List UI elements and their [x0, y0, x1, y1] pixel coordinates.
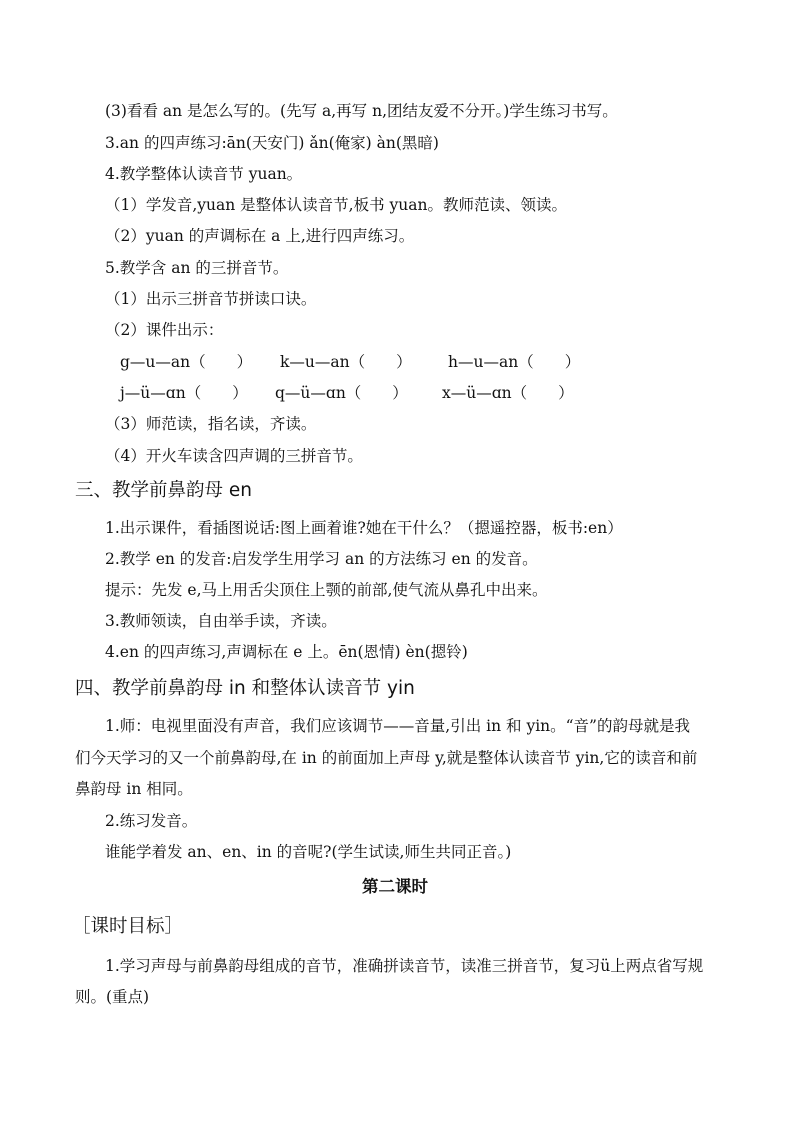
text-line: （3）师范读，指名读，齐读。	[105, 415, 317, 433]
text-line: 鼻韵母 in 相同。	[75, 780, 193, 798]
text-line: 5.教学含 an 的三拼音节。	[105, 259, 289, 277]
text-line: 1.出示课件，看插图说话:图上画着谁?她在干什么？（摁遥控器，板书:en）	[105, 519, 623, 537]
section-heading: 三、教学前鼻韵母 en	[75, 480, 252, 501]
syllable-item: k—u—an（ ）	[280, 353, 412, 371]
syllable-item: g—u—an（ ）	[120, 353, 253, 371]
text-line: 3.an 的四声练习:ān(天安门) ǎn(俺家) àn(黑暗)	[105, 134, 439, 152]
text-line: 2.练习发音。	[105, 812, 198, 830]
text-line: 2.教学 en 的发音:启发学生用学习 an 的方法练习 en 的发音。	[105, 550, 538, 568]
syllable-item: x—ü—ɑn（ ）	[442, 384, 574, 402]
text-line: (3)看看 an 是怎么写的。(先写 a,再写 n,团结友爱不分开。)学生练习书写。	[105, 102, 618, 120]
text-line: （1）学发音,yuan 是整体认读音节,板书 yuan。教师范读、领读。	[105, 196, 567, 214]
text-line: 3.教师领读，自由举手读，齐读。	[105, 612, 337, 630]
text-line: 谁能学着发 an、en、in 的音呢?(学生试读,师生共同正音。)	[105, 843, 512, 861]
objectives-heading: ［课时目标］	[72, 916, 184, 937]
text-line: 1.学习声母与前鼻韵母组成的音节，准确拼读音节，读准三拼音节，复习ü上两点省写规	[105, 957, 704, 975]
syllable-item: j—ü—ɑn（ ）	[120, 384, 248, 402]
text-line: （2）课件出示：	[105, 321, 224, 339]
syllable-row	[120, 383, 720, 403]
lesson-title: 第二课时	[362, 877, 428, 896]
text-line: （2）yuan 的声调标在 a 上,进行四声练习。	[105, 227, 415, 245]
section-heading: 四、教学前鼻韵母 in 和整体认读音节 yin	[75, 678, 415, 699]
text-line: （4）开火车读含四声调的三拼音节。	[105, 447, 363, 465]
text-line: 1.师：电视里面没有声音，我们应该调节——音量,引出 in 和 yin。“音”的韵母就是我	[105, 717, 690, 735]
text-line: 4.en 的四声练习,声调标在 e 上。ēn(恩情) èn(摁铃)	[105, 643, 468, 661]
text-line: 们今天学习的又一个前鼻韵母,在 in 的前面加上声母 y,就是整体认读音节 yin,它的读音和前	[75, 749, 698, 767]
syllable-row	[120, 352, 720, 372]
syllable-item: q—ü—ɑn（ ）	[275, 384, 408, 402]
syllable-item: h—u—an（ ）	[448, 353, 581, 371]
text-line: 4.教学整体认读音节 yuan。	[105, 165, 303, 183]
text-line: 则。(重点)	[75, 988, 150, 1006]
text-line: 提示：先发 e,马上用舌尖顶住上颚的前部,使气流从鼻孔中出来。	[105, 581, 548, 599]
text-line: （1）出示三拼音节拼读口诀。	[105, 290, 317, 308]
